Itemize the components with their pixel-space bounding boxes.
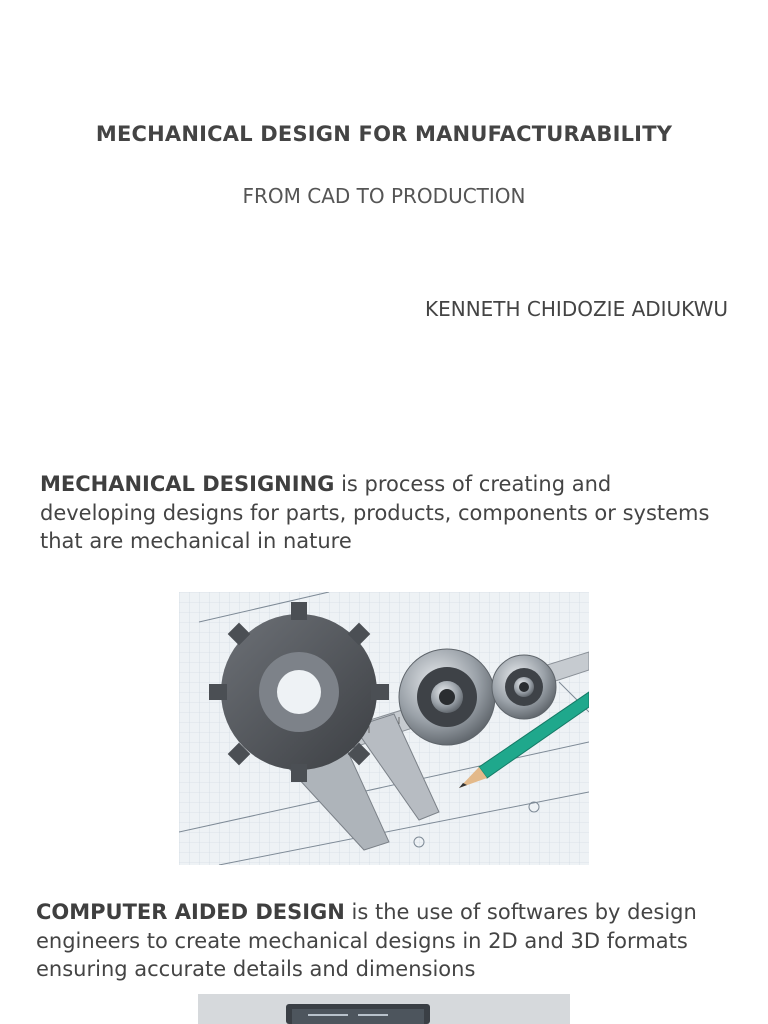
definition-mechanical-designing: is process of creating and developing designs for parts, products, components or systems that are mechanical in nature xyxy=(40,472,710,553)
photo-illustration xyxy=(179,592,589,865)
term-computer-aided-design: COMPUTER AIDED DESIGN xyxy=(36,900,345,924)
author-name: KENNETH CHIDOZIE ADIUKWU xyxy=(425,297,728,321)
cad-paragraph xyxy=(36,898,736,984)
workstation-illustration xyxy=(198,994,570,1024)
page-subtitle: FROM CAD TO PRODUCTION xyxy=(242,184,526,208)
definition-computer-aided-design: is the use of softwares by design engineers to create mechanical designs in 2D and 3D formats ensuring accurate details and dimensions xyxy=(36,900,697,981)
cad-workstation-photo xyxy=(198,994,570,1024)
mechanical-designing-paragraph xyxy=(40,470,730,556)
mechanical-tools-photo xyxy=(179,592,589,865)
term-mechanical-designing: MECHANICAL DESIGNING xyxy=(40,472,335,496)
page-title: MECHANICAL DESIGN FOR MANUFACTURABILITY xyxy=(95,122,673,146)
